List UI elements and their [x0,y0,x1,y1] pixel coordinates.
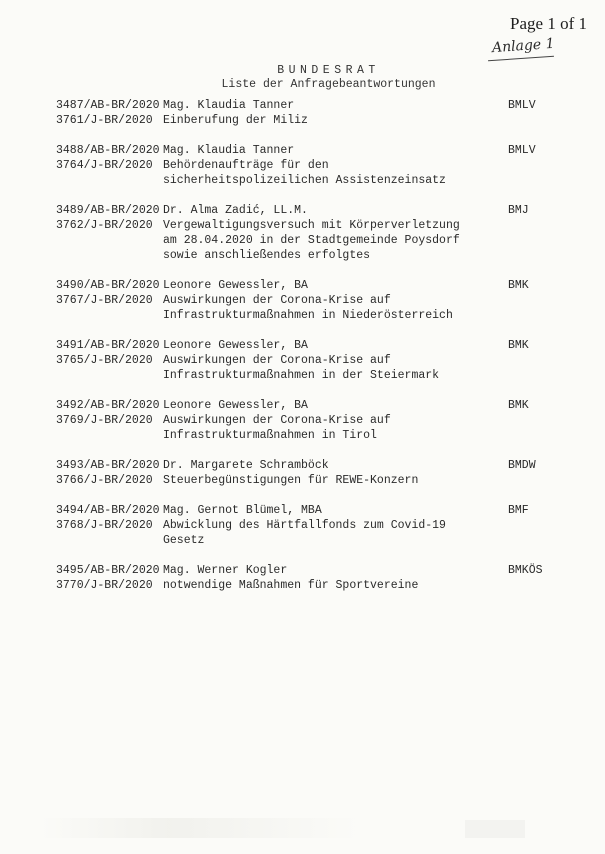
list-item [56,338,576,383]
list-item [56,203,576,263]
j-number: 3765/J-BR/2020 [56,354,153,367]
subject-line: am 28.04.2020 in der Stadtgemeinde Poysdorf [163,234,460,247]
minister-name: Mag. Werner Kogler [163,564,288,577]
minister-name: Dr. Margarete Schramböck [163,459,329,472]
ab-number: 3492/AB-BR/2020 [56,399,160,412]
minister-name: Dr. Alma Zadić, LL.M. [163,204,308,217]
minister-name: Leonore Gewessler, BA [163,339,308,352]
ministry-code: BMK [508,279,529,292]
entry-numbers [56,98,163,128]
ministry-code: BMKÖS [508,564,543,577]
annotation-underline [488,56,554,62]
scan-artifact [465,820,525,838]
entry-numbers [56,458,163,488]
ab-number: 3490/AB-BR/2020 [56,279,160,292]
handwritten-annotation: Anlage 1 [491,35,556,57]
subject-line: Auswirkungen der Corona-Krise auf [163,294,391,307]
entry-numbers [56,278,163,323]
ministry-code: BMK [508,399,529,412]
list-item [56,143,576,188]
j-number: 3766/J-BR/2020 [56,474,153,487]
document-title: BUNDESRAT [277,64,380,77]
ab-number: 3493/AB-BR/2020 [56,459,160,472]
j-number: 3770/J-BR/2020 [56,579,153,592]
list-item [56,398,576,443]
ab-number: 3488/AB-BR/2020 [56,144,160,157]
subject-line: Abwicklung des Härtfallfonds zum Covid-19 [163,519,446,532]
ab-number: 3495/AB-BR/2020 [56,564,160,577]
minister-name: Mag. Klaudia Tanner [163,144,295,157]
entry-numbers [56,563,163,593]
subject-line: notwendige Maßnahmen für Sportvereine [163,579,419,592]
j-number: 3761/J-BR/2020 [56,114,153,127]
ab-number: 3489/AB-BR/2020 [56,204,160,217]
subject-line: Steuerbegünstigungen für REWE-Konzern [163,474,419,487]
ab-number: 3491/AB-BR/2020 [56,339,160,352]
subject-line: Auswirkungen der Corona-Krise auf [163,414,391,427]
minister-name: Mag. Klaudia Tanner [163,99,295,112]
ministry-code: BMLV [508,144,536,157]
ab-number: 3487/AB-BR/2020 [56,99,160,112]
list-item [56,503,576,548]
j-number: 3768/J-BR/2020 [56,519,153,532]
list-item [56,98,576,128]
entry-numbers [56,203,163,263]
minister-name: Leonore Gewessler, BA [163,279,308,292]
page-number-label: Page 1 of 1 [510,14,587,33]
j-number: 3762/J-BR/2020 [56,219,153,232]
scan-artifact [40,818,360,838]
ministry-code: BMF [508,504,529,517]
list-item [56,458,576,488]
subject-line: Infrastrukturmaßnahmen in Niederösterreich [163,309,453,322]
ministry-code: BMK [508,339,529,352]
minister-name: Leonore Gewessler, BA [163,399,308,412]
j-number: 3769/J-BR/2020 [56,414,153,427]
entry-numbers [56,503,163,548]
j-number: 3764/J-BR/2020 [56,159,153,172]
entry-numbers [56,338,163,383]
subject-line: Infrastrukturmaßnahmen in Tirol [163,429,377,442]
list-item [56,563,576,593]
subject-line: Auswirkungen der Corona-Krise auf [163,354,391,367]
ministry-code: BMJ [508,204,529,217]
ministry-code: BMLV [508,99,536,112]
entry-numbers [56,398,163,443]
subject-line: Einberufung der Miliz [163,114,308,127]
subject-line: sicherheitspolizeilichen Assistenzeinsatz [163,174,446,187]
document-subtitle: Liste der Anfragebeantwortungen [221,78,436,91]
j-number: 3767/J-BR/2020 [56,294,153,307]
minister-name: Mag. Gernot Blümel, MBA [163,504,322,517]
subject-line: Infrastrukturmaßnahmen in der Steiermark [163,369,440,382]
ab-number: 3494/AB-BR/2020 [56,504,160,517]
list-item [56,278,576,323]
ministry-code: BMDW [508,459,536,472]
subject-line: Gesetz [163,534,205,547]
entry-numbers [56,143,163,188]
subject-line: sowie anschließendes erfolgtes [163,249,371,262]
subject-line: Behördenaufträge für den [163,159,329,172]
entry-list [56,98,576,608]
subject-line: Vergewaltigungsversuch mit Körperverletzung [163,219,460,232]
